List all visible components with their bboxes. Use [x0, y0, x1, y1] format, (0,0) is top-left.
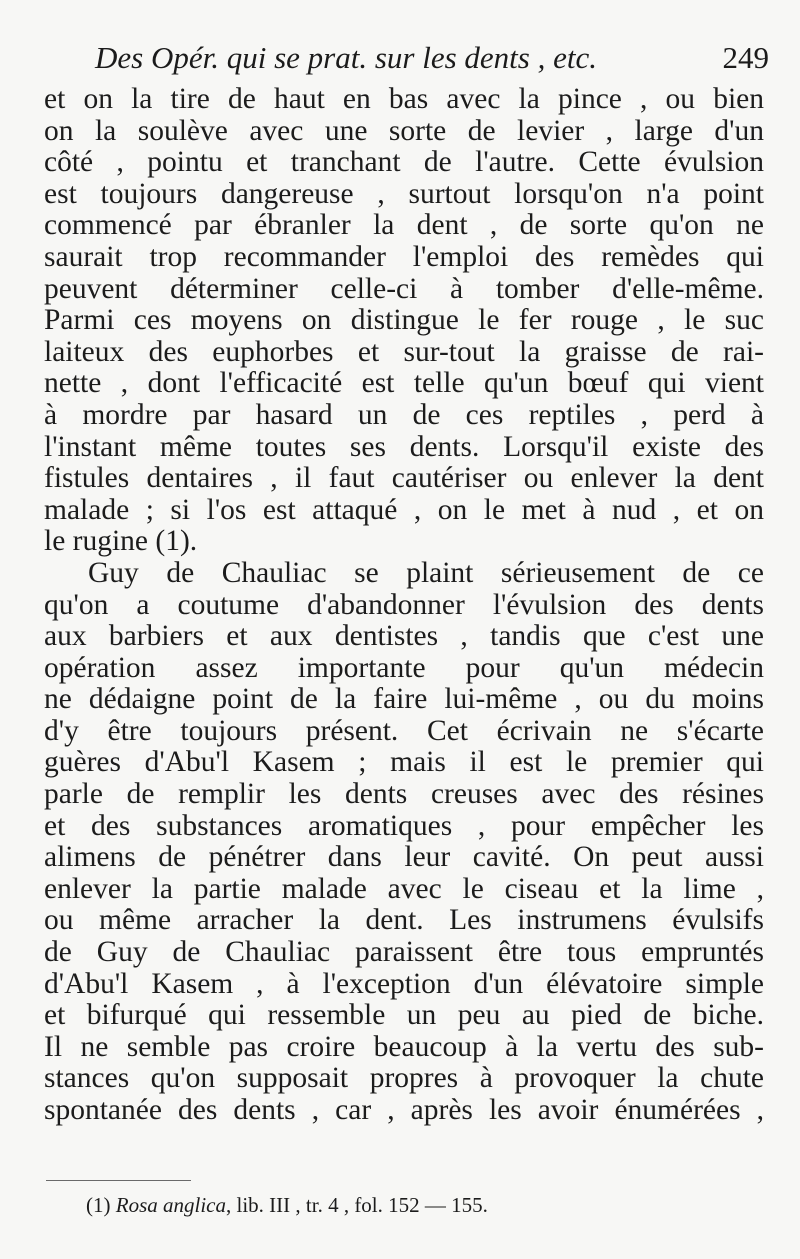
footnote: [86, 1193, 488, 1218]
text-line: Il ne semble pas croire beaucoup à la vertu des sub-: [44, 1030, 764, 1063]
text-line: et on la tire de haut en bas avec la pince , ou bien: [44, 83, 764, 115]
text-line: on la soulève avec une sorte de levier , large d'un: [44, 114, 764, 147]
text-line: qu'on a coutume d'abandonner l'évulsion des dents: [44, 588, 764, 621]
footnote-rule: [46, 1180, 191, 1181]
text-line: d'Abu'l Kasem , à l'exception d'un élévatoire simple: [44, 967, 764, 1000]
text-line: et des substances aromatiques , pour empêcher les: [44, 809, 764, 842]
text-line: l'instant même toutes ses dents. Lorsqu'il existe des: [44, 430, 764, 463]
footnote-reference: , lib. III , tr. 4 , fol. 152 — 155.: [226, 1193, 488, 1217]
text-line: malade ; si l'os est attaqué , on le met à nud , et on: [44, 493, 764, 526]
text-line: aux barbiers et aux dentistes , tandis que c'est une: [44, 620, 764, 653]
text-line: spontanée des dents , car , après les avoir énumérées ,: [44, 1094, 764, 1126]
text-line: ou même arracher la dent. Les instrumens évulsifs: [44, 904, 764, 937]
text-line: de Guy de Chauliac paraissent être tous empruntés: [44, 936, 764, 969]
text-line: commencé par ébranler la dent , de sorte qu'on ne: [44, 209, 764, 242]
text-line: nette , dont l'efficacité est telle qu'un bœuf qui vient: [44, 367, 764, 400]
text-line: saurait trop recommander l'emploi des remèdes qui: [44, 240, 764, 273]
text-line: alimens de pénétrer dans leur cavité. On peut aussi: [44, 841, 764, 874]
text-line: ne dédaigne point de la faire lui-même , ou du moins: [44, 683, 764, 716]
text-line: laiteux des euphorbes et sur-tout la graisse de rai-: [44, 335, 764, 368]
text-line: fistules dentaires , il faut cautériser ou enlever la dent: [44, 462, 764, 495]
text-line: est toujours dangereuse , surtout lorsqu'on n'a point: [44, 177, 764, 210]
text-line: opération assez importante pour qu'un médecin: [44, 651, 764, 684]
footnote-title: Rosa anglica: [115, 1193, 226, 1217]
text-line: et bifurqué qui ressemble un peu au pied de biche.: [44, 999, 764, 1032]
text-line: d'y être toujours présent. Cet écrivain ne s'écarte: [44, 714, 764, 747]
text-line: enlever la partie malade avec le ciseau et la lime ,: [44, 872, 764, 905]
text-line: guères d'Abu'l Kasem ; mais il est le premier qui: [44, 746, 764, 779]
text-line: Parmi ces moyens on distingue le fer rouge , le suc: [44, 304, 764, 337]
text-line: Guy de Chauliac se plaint sérieusement de ce: [88, 556, 764, 589]
text-line: peuvent déterminer celle-ci à tomber d'elle-même.: [44, 272, 764, 305]
text-line: stances qu'on supposait propres à provoquer la chute: [44, 1062, 764, 1095]
footnote-marker: (1): [86, 1193, 111, 1217]
page-number: 249: [722, 40, 769, 75]
running-head-title: Des Opér. qui se prat. sur les dents , etc.: [95, 40, 597, 75]
running-head: [95, 40, 775, 76]
body-text: [44, 84, 764, 1127]
text-line: côté , pointu et tranchant de l'autre. Cette évulsion: [44, 146, 764, 179]
text-line: à mordre par hasard un de ces reptiles , perd à: [44, 398, 764, 431]
text-line: parle de remplir les dents creuses avec des résines: [44, 778, 764, 811]
text-line: le rugine (1).: [44, 525, 198, 558]
